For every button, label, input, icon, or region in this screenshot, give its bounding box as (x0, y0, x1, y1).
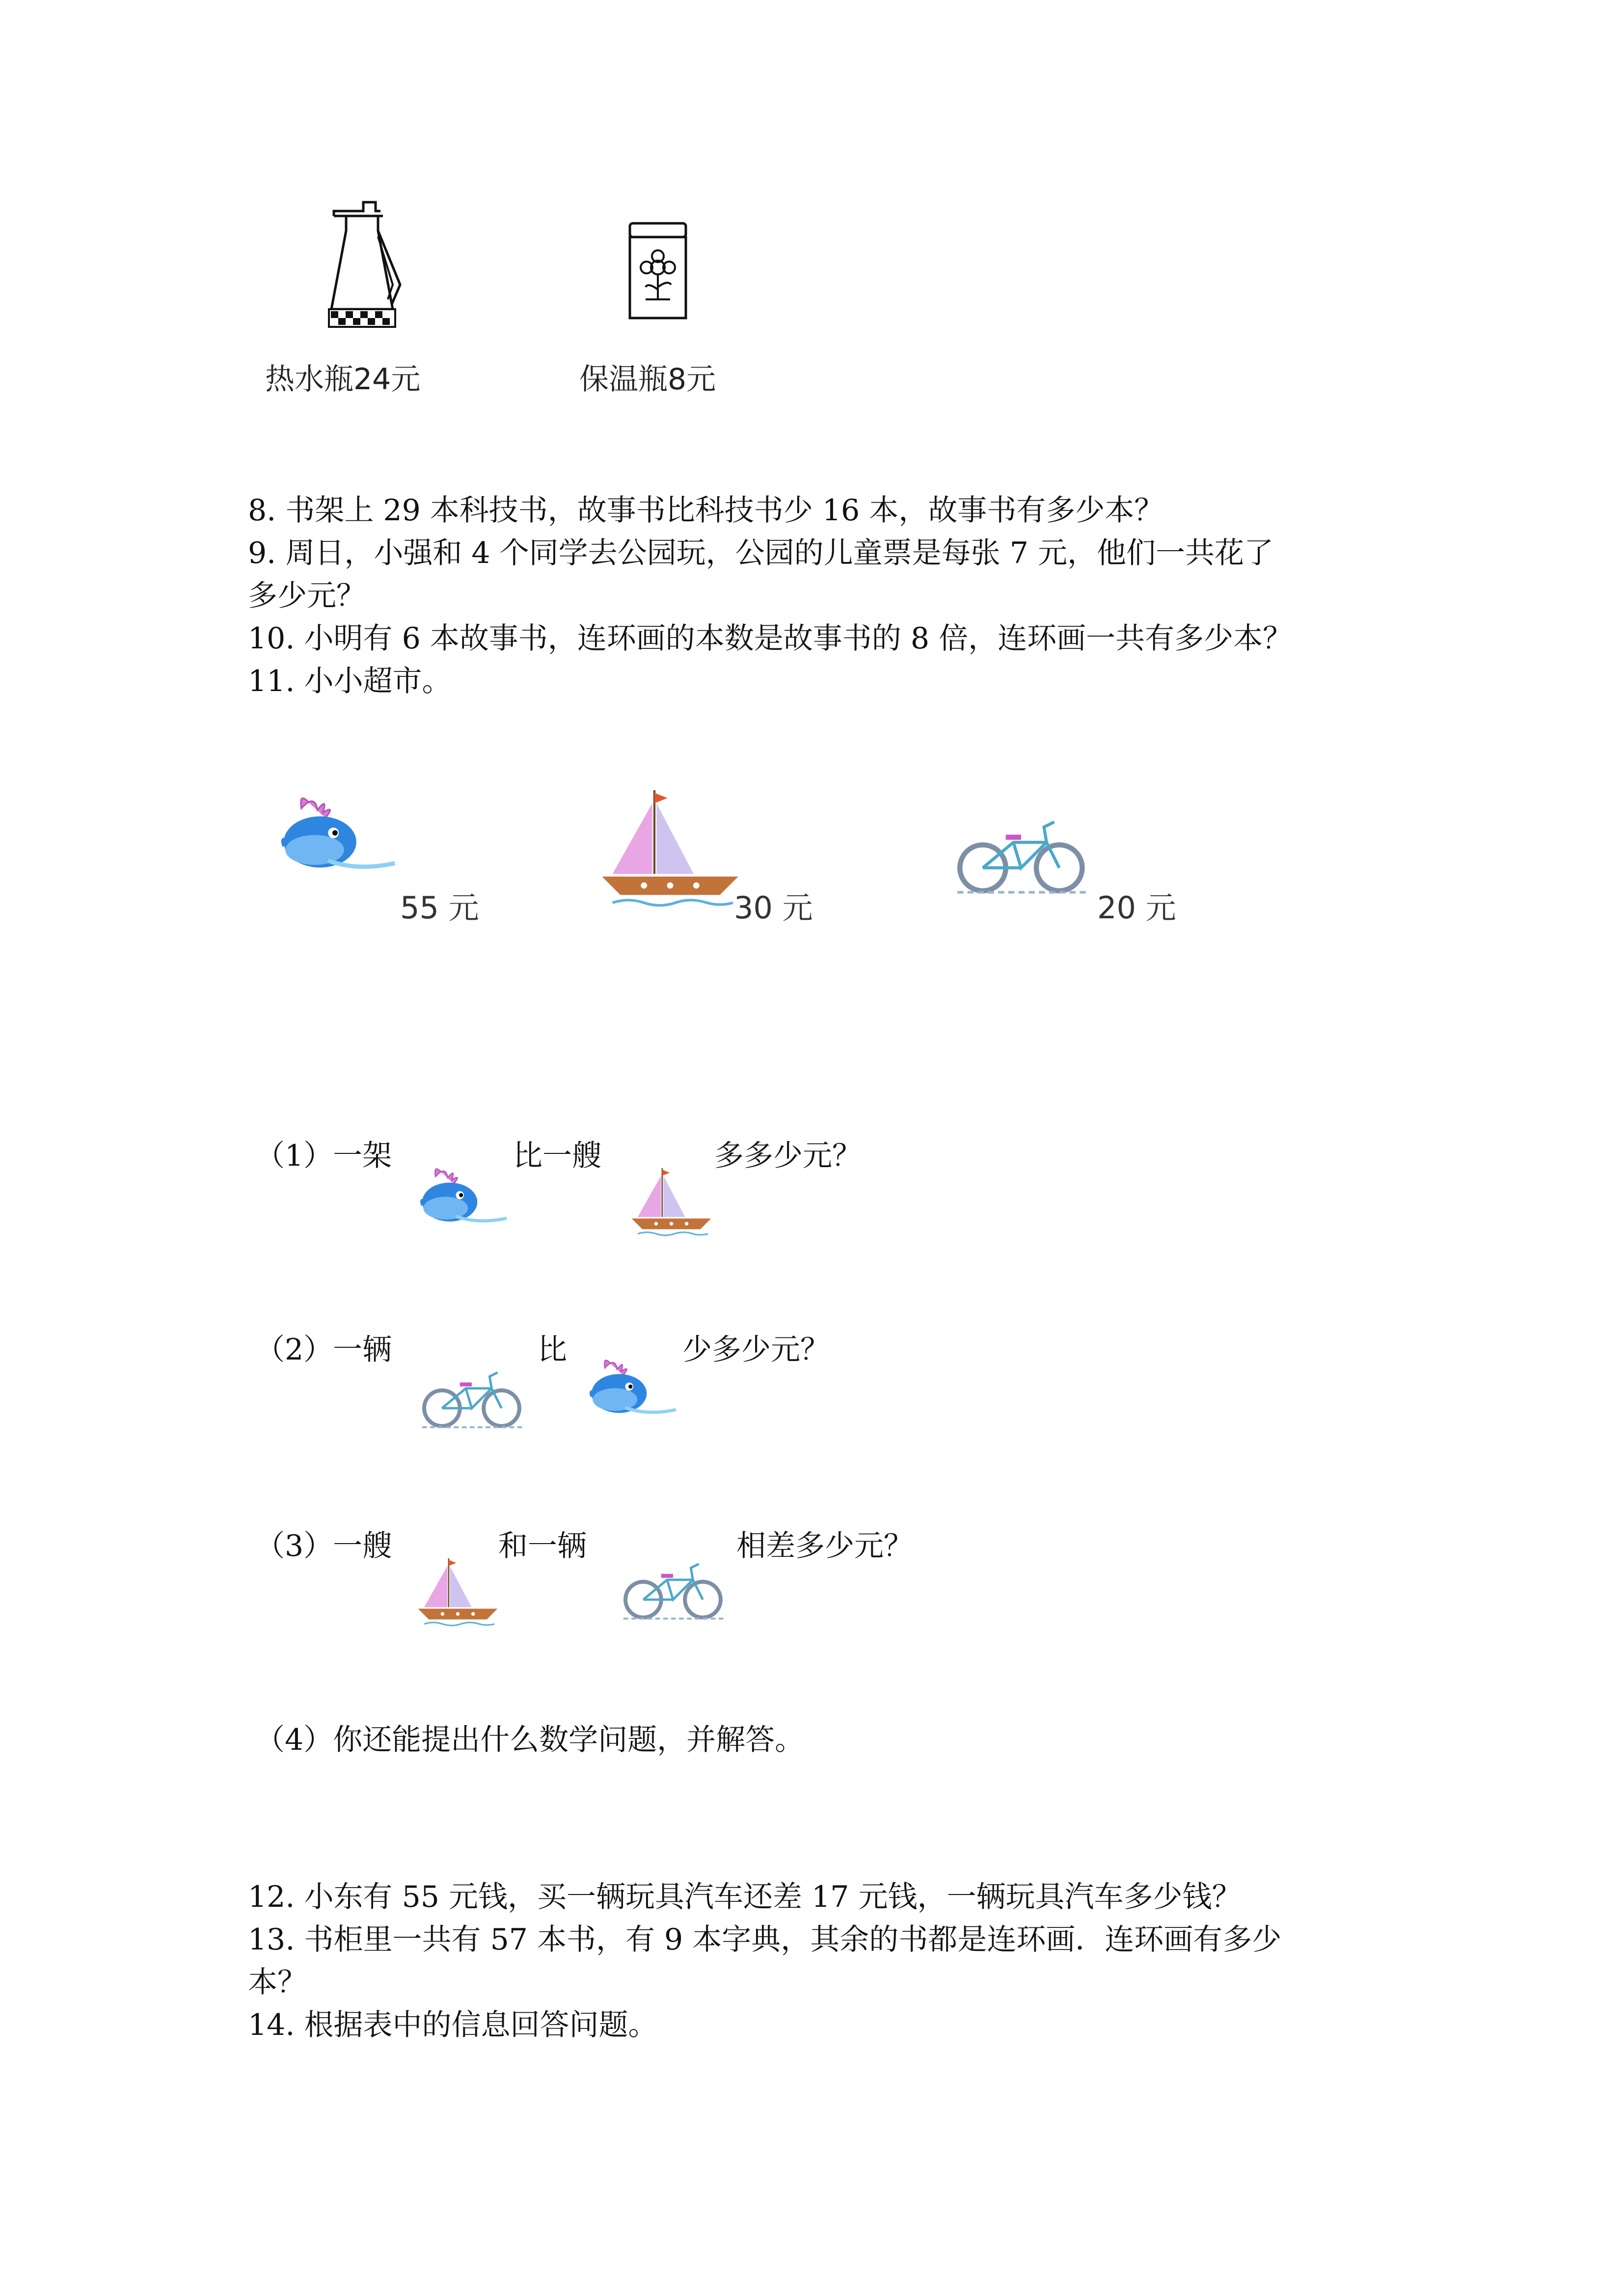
question-13-line-1: 13. 书柜里一共有 57 本书，有 9 本字典，其余的书都是连环画．连环画有多少 (248, 1922, 1282, 1957)
bicycle-icon (957, 815, 1090, 903)
sailboat-price: 30 元 (734, 890, 813, 926)
sailboat-icon (628, 1168, 714, 1237)
question-8: 8. 书架上 29 本科技书，故事书比科技书少 16 本，故事书有多少本？ (248, 493, 1164, 528)
sub-1-part-b: 比一艘 (513, 1139, 601, 1173)
bicycle-price: 20 元 (1097, 890, 1176, 926)
sub-2-part-b: 比 (538, 1333, 567, 1367)
question-11: 11. 小小超市。 (248, 664, 452, 698)
sub-3-part-a: （3）一艘 (255, 1529, 392, 1563)
thermos-jug-icon (319, 196, 407, 334)
question-9-line-1: 9. 周日，小强和 4 个同学去公园玩，公园的儿童票是每张 7 元，他们一共花了 (248, 536, 1273, 570)
insulated-cup-caption: 保温瓶8元 (579, 362, 716, 397)
sub-2-part-a: （2）一辆 (255, 1333, 392, 1367)
sailboat-icon (601, 790, 739, 908)
question-14: 14. 根据表中的信息回答问题。 (248, 2008, 658, 2042)
question-13-line-2: 本？ (248, 1965, 307, 2000)
bicycle-icon (422, 1369, 525, 1433)
insulated-cup-icon (626, 216, 690, 321)
whale-toy-icon (587, 1352, 680, 1431)
question-12: 12. 小东有 55 元钱，买一辆玩具汽车还差 17 元钱，一辆玩具汽车多少钱？ (248, 1880, 1242, 1914)
bicycle-icon (623, 1561, 727, 1625)
thermos-jug-caption: 热水瓶24元 (265, 362, 421, 397)
sub-1-part-a: （1）一架 (255, 1139, 392, 1173)
sub-2-part-c: 少多少元？ (682, 1333, 830, 1367)
whale-price: 55 元 (400, 890, 479, 926)
question-10: 10. 小明有 6 本故事书，连环画的本数是故事书的 8 倍，连环画一共有多少本？ (248, 621, 1293, 656)
whale-toy-icon (277, 790, 400, 888)
sailboat-icon (415, 1558, 501, 1627)
sub-4: （4）你还能提出什么数学问题，并解答。 (255, 1723, 805, 1757)
sub-1-part-c: 多多少元？ (714, 1139, 862, 1173)
sub-3-part-c: 相差多少元？ (736, 1529, 913, 1563)
whale-toy-icon (417, 1161, 511, 1239)
sub-3-part-b: 和一辆 (498, 1529, 587, 1563)
question-9-line-2: 多少元？ (248, 579, 366, 613)
